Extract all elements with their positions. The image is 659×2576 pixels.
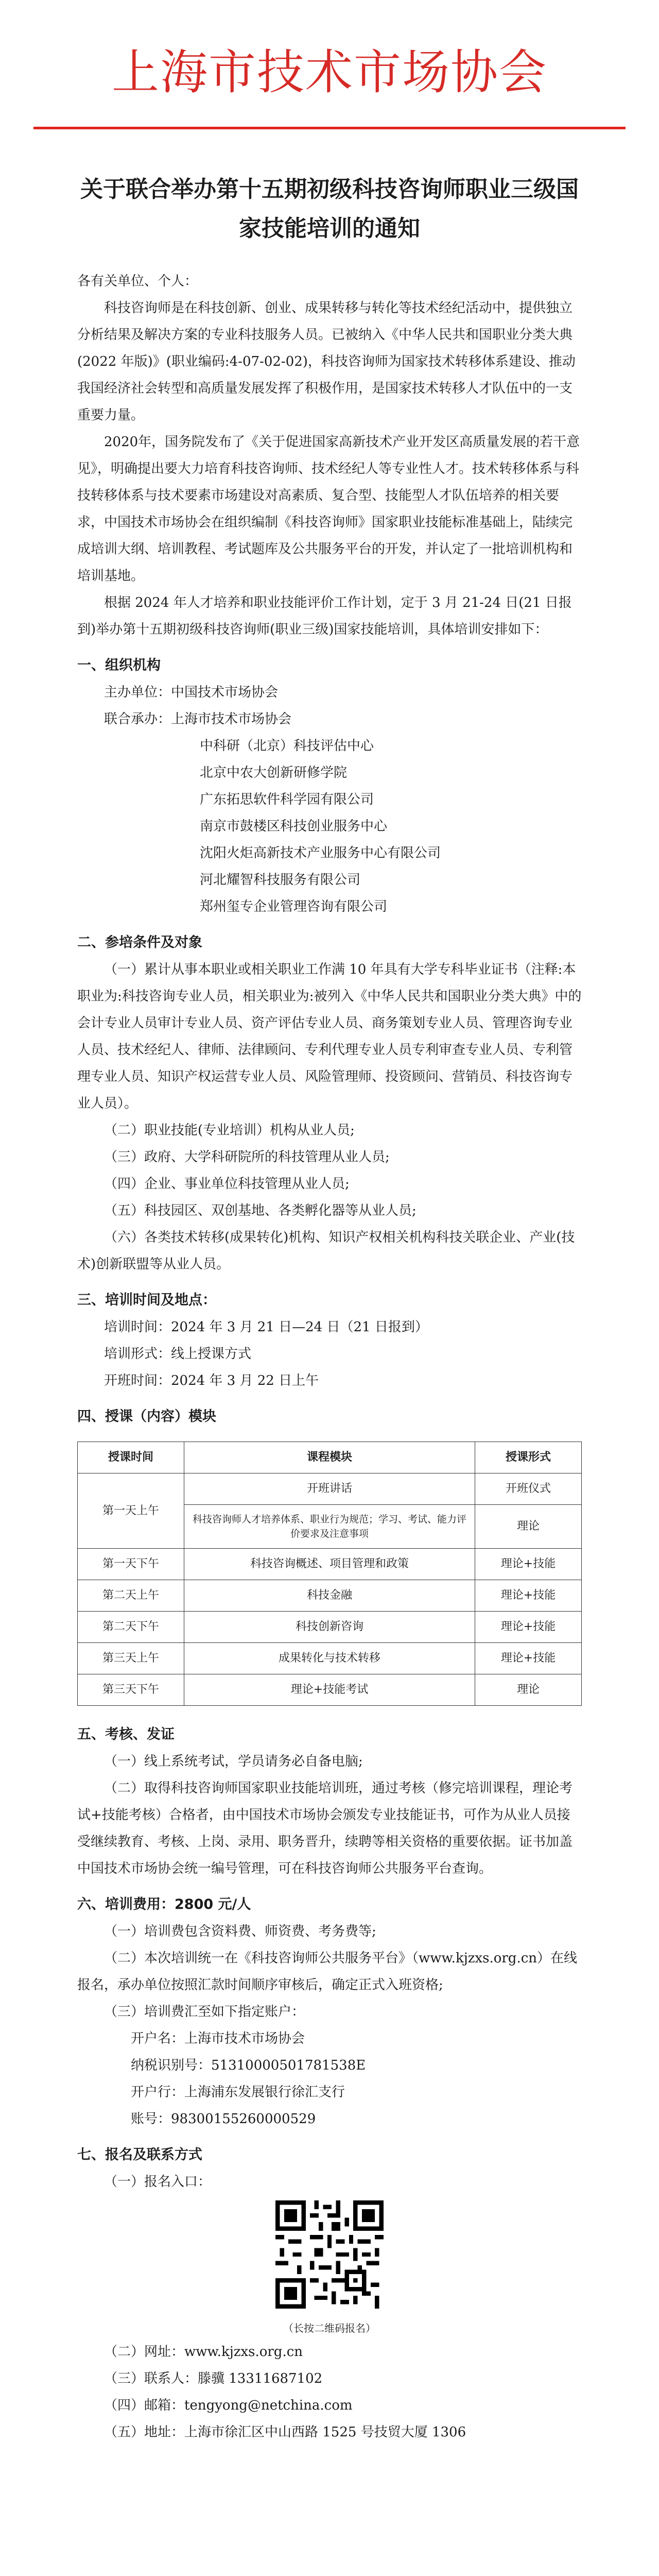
fee-item: （三）培训费汇至如下指定账户： — [104, 2004, 305, 2020]
co-organizer-line-1 — [77, 706, 582, 733]
co-organizer-name: 上海市技术市场协会 — [171, 711, 292, 727]
contact-person: （三）联系人：滕骥 13311687102 — [104, 2371, 323, 2386]
table-row — [78, 1674, 582, 1706]
assessment-item: （一）线上系统考试，学员请务必自备电脑; — [104, 1754, 363, 1769]
account-number-value: 98300155260000529 — [171, 2111, 316, 2127]
cell-form: 理论+技能 — [475, 1580, 582, 1612]
training-time-line: 培训时间：2024 年 3 月 21 日—24 日（21 日报到） — [104, 1319, 428, 1335]
fee-item: （二）本次培训统一在《科技咨询师公共服务平台》（www.kjzxs.org.cn）在线报名，承办单位按照汇款时间顺序审核后，确定正式入班资格; — [77, 1951, 578, 1993]
header-time: 授课时间 — [78, 1442, 184, 1473]
co-organizer-name: 中科研（北京）科技评估中心 — [200, 738, 374, 754]
cell-time: 第二天下午 — [78, 1612, 184, 1643]
cell-module: 开班讲话 — [184, 1473, 475, 1505]
fee-item: （一）培训费包含资料费、师资费、考务费等; — [104, 1924, 376, 1939]
tax-id-value: 51310000501781538E — [211, 2058, 366, 2073]
host-label: 主办单位： — [104, 685, 171, 700]
notice-body — [77, 268, 582, 2446]
qr-caption: （长按二维码报名） — [283, 2322, 376, 2334]
section-heading-organization: 一、组织机构 — [77, 657, 161, 673]
co-organizer-name: 河北耀智科技服务有限公司 — [200, 872, 361, 888]
account-number-line — [77, 2106, 582, 2132]
co-organizer-name: 广东拓思软件科学园有限公司 — [200, 792, 374, 807]
opening-time-line: 开班时间：2024 年 3 月 22 日上午 — [104, 1373, 319, 1388]
cell-time: 第三天下午 — [78, 1674, 184, 1706]
fee-heading-label: 六、培训费用： — [77, 1896, 175, 1912]
eligibility-item: （四）企业、事业单位科技管理从业人员; — [104, 1176, 350, 1192]
contact-website: （二）网址：www.kjzxs.org.cn — [104, 2344, 303, 2360]
cell-form: 理论+技能 — [475, 1612, 582, 1643]
section-heading-fee — [77, 1891, 582, 1918]
cell-module: 科技金融 — [184, 1580, 475, 1612]
cell-time: 第三天上午 — [78, 1643, 184, 1674]
cell-time: 第一天上午 — [78, 1473, 184, 1549]
eligibility-item: （一）累计从事本职业或相关职业工作满 10 年具有大学专科毕业证书（注释:本职业为:科技咨询专业人员，相关职业为:被列入《中华人民共和国职业分类大典》中的会计专业人员审计专业人员、资产评估专业人员、商务策划专业人员、管理咨询专业人员、技术经纪人、律师、法律顾问、专利代理专业人员专利审查专业人员、专利管理专业人员、知识产权运营专业人员、风险管理师、投资顾问、营销员、科技咨询专业人员）。 — [77, 962, 582, 1111]
letterhead-org-name: 上海市技术市场协会 — [111, 45, 547, 100]
table-row — [78, 1473, 582, 1505]
table-row — [78, 1580, 582, 1612]
eligibility-item: （三）政府、大学科研院所的科技管理从业人员; — [104, 1149, 390, 1165]
section-heading-time-place: 三、培训时间及地点： — [77, 1292, 216, 1308]
bank-value: 上海浦东发展银行徐汇支行 — [184, 2084, 345, 2100]
cell-module: 科技创新咨询 — [184, 1612, 475, 1643]
cell-time: 第一天下午 — [78, 1549, 184, 1580]
bank-line — [77, 2079, 582, 2106]
co-organizer-label: 联合承办： — [104, 711, 171, 727]
intro-paragraph-1: 科技咨询师是在科技创新、创业、成果转移与转化等技术经纪活动中，提供独立分析结果及解决方案的专业科技服务人员。已被纳入《中华人民共和国职业分类大典(2022 年版)》(职业编码:4-07-02-02)，科技咨询师为国家技术转移体系建设、推动我国经济社会转型和高质量发展发挥了积极作用，是国家技术转移人才队伍中的一支重要力量。 — [77, 300, 576, 423]
co-organizer-name: 沈阳火炬高新技术产业服务中心有限公司 — [200, 845, 441, 861]
intro-paragraph-3: 根据 2024 年人才培养和职业技能评价工作计划，定于 3 月 21-24 日(21 日报到)举办第十五期初级科技咨询师(职业三级)国家技能培训，具体培训安排如下： — [77, 595, 572, 637]
co-organizer-name: 南京市鼓楼区科技创业服务中心 — [200, 819, 388, 834]
table-row — [78, 1549, 582, 1580]
account-name-value: 上海市技术市场协会 — [184, 2031, 305, 2046]
cell-module: 科技咨询概述、项目管理和政策 — [184, 1549, 475, 1580]
fee-amount: 2800 元/人 — [175, 1896, 251, 1912]
cell-module: 理论+技能考试 — [184, 1674, 475, 1706]
cell-module: 成果转化与技术转移 — [184, 1643, 475, 1674]
contact-email: （四）邮箱：tengyong@netchina.com — [104, 2398, 353, 2413]
letterhead-red-rule — [33, 127, 626, 129]
cell-form: 理论 — [475, 1674, 582, 1706]
account-name-label: 开户名： — [131, 2031, 185, 2046]
registration-entry-line: （一）报名入口： — [104, 2174, 212, 2190]
cell-form: 理论+技能 — [475, 1643, 582, 1674]
host-name: 中国技术市场协会 — [171, 685, 279, 700]
header-form: 授课形式 — [475, 1442, 582, 1473]
eligibility-item: （六）各类技术转移(成果转化)机构、知识产权相关机构科技关联企业、产业(技术)创新联盟等从业人员。 — [77, 1230, 575, 1272]
section-heading-modules: 四、授课（内容）模块 — [77, 1409, 216, 1425]
section-heading-eligibility: 二、参培条件及对象 — [77, 935, 202, 951]
training-format-line: 培训形式：线上授课方式 — [104, 1346, 252, 1362]
schedule-header-row — [78, 1442, 582, 1473]
notice-title: 关于联合举办第十五期初级科技咨询师职业三级国家技能培训的通知 — [80, 176, 579, 242]
intro-paragraph-2: 2020年，国务院发布了《关于促进国家高新技术产业开发区高质量发展的若干意见》，明确提出要大力培育科技咨询师、技术经纪人等专业性人才。技术转移体系与科技转移体系与技术要素市场建设对高素质、复合型、技能型人才队伍培养的相关要求，中国技术市场协会在组织编制《科技咨询师》国家职业技能标准基础上，陆续完成培训大纲、培训教程、考试题库及公共服务平台的开发，并认定了一批培训机构和培训基地。 — [77, 434, 580, 584]
co-organizer-name: 北京中农大创新研修学院 — [200, 765, 348, 781]
cell-form: 理论 — [475, 1505, 582, 1549]
account-name-line — [77, 2025, 582, 2052]
schedule-table — [77, 1442, 582, 1706]
bank-label: 开户行： — [131, 2084, 185, 2100]
host-line — [77, 679, 582, 706]
qr-block — [77, 2200, 582, 2338]
section-heading-assessment: 五、考核、发证 — [77, 1726, 175, 1742]
assessment-item: （二）取得科技咨询师国家职业技能培训班，通过考核（修完培训课程，理论考试+技能考核）合格者，由中国技术市场协会颁发专业技能证书，可作为从业人员接受继续教育、考核、上岗、录用、职务晋升，续聘等相关资格的重要依据。证书加盖中国技术市场协会统一编号管理，可在科技咨询师公共服务平台查询。 — [77, 1781, 573, 1876]
cell-time: 第二天上午 — [78, 1580, 184, 1612]
contact-address: （五）地址：上海市徐汇区中山西路 1525 号技贸大厦 1306 — [104, 2425, 466, 2440]
qr-code[interactable] — [275, 2200, 384, 2309]
tax-id-label: 纳税识别号： — [131, 2058, 212, 2073]
account-number-label: 账号： — [131, 2111, 171, 2127]
tax-id-line — [77, 2052, 582, 2079]
table-row — [78, 1643, 582, 1674]
eligibility-item: （二）职业技能(专业培训）机构从业人员; — [104, 1123, 355, 1138]
salutation: 各有关单位、个人： — [77, 274, 198, 289]
cell-form: 理论+技能 — [475, 1549, 582, 1580]
header-module: 课程模块 — [184, 1442, 475, 1473]
eligibility-item: （五）科技园区、双创基地、各类孵化器等从业人员; — [104, 1203, 417, 1218]
table-row — [78, 1612, 582, 1643]
co-organizer-name: 郑州玺专企业管理咨询有限公司 — [200, 899, 388, 914]
letterhead — [0, 0, 659, 129]
section-heading-registration: 七、报名及联系方式 — [77, 2147, 202, 2163]
cell-form: 开班仪式 — [475, 1473, 582, 1505]
cell-module: 科技咨询师人才培养体系、职业行为规范；学习、考试、能力评价要求及注意事项 — [184, 1505, 475, 1549]
